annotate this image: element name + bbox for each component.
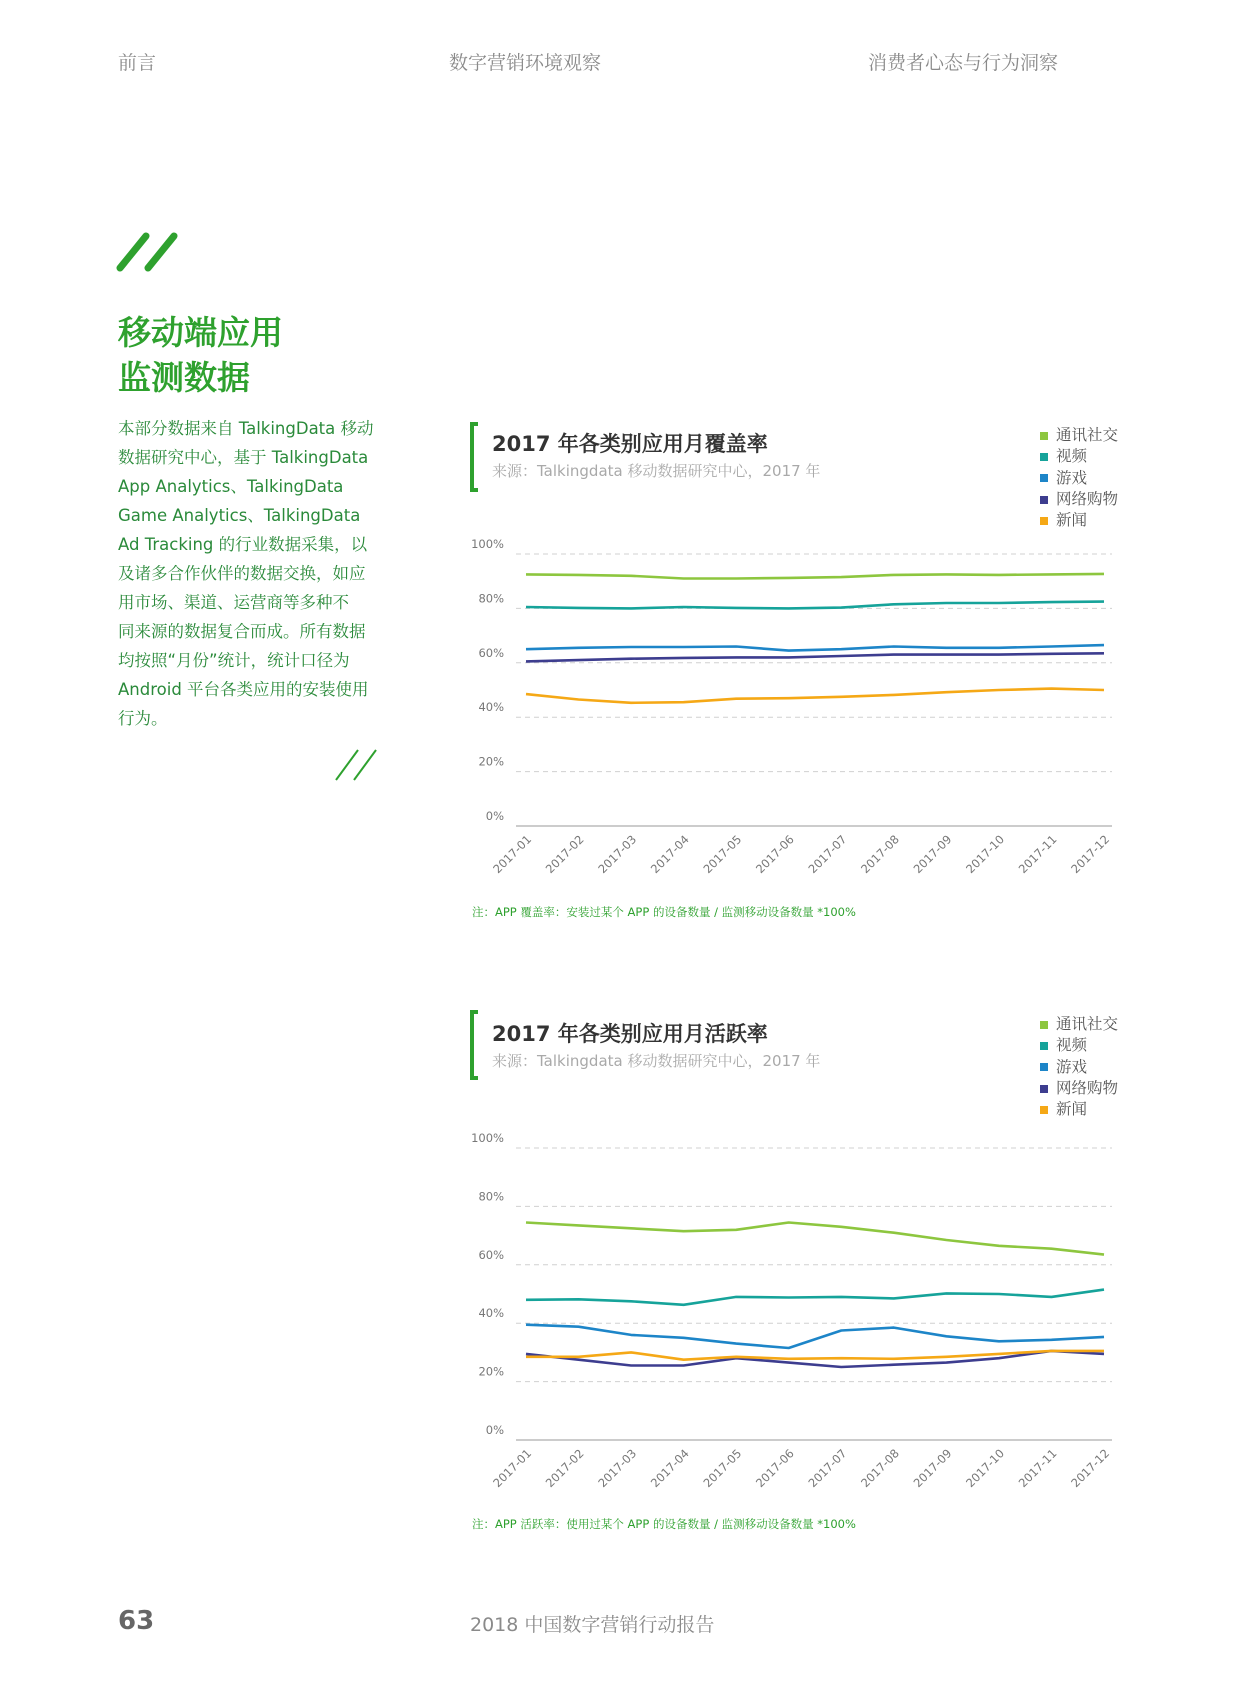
x-tick-label: 2017-01: [490, 832, 535, 877]
x-tick-label: 2017-08: [858, 832, 902, 877]
chart-legend: [1040, 1014, 1118, 1120]
legend-swatch: [1040, 1042, 1048, 1050]
legend-label: 游戏: [1056, 1057, 1088, 1076]
x-tick-label: 2017-06: [752, 832, 797, 877]
series-line: [526, 574, 1104, 579]
intro-paragraph: [118, 414, 388, 733]
intro-line: 同来源的数据复合而成。所有数据: [118, 622, 366, 641]
series-line: [526, 1290, 1104, 1305]
x-tick-label: 2017-05: [700, 1446, 745, 1491]
series-line: [526, 689, 1104, 703]
series-line: [526, 602, 1104, 609]
intro-line: Android 平台各类应用的安装使用: [118, 680, 369, 699]
x-tick-label: 2017-10: [963, 1446, 1008, 1491]
section-title-line: 监测数据: [118, 358, 250, 397]
x-tick-label: 2017-04: [647, 1446, 692, 1491]
chart-legend: [1040, 425, 1118, 531]
x-tick-label: 2017-07: [805, 1446, 850, 1491]
x-tick-label: 2017-11: [1015, 1446, 1060, 1491]
legend-swatch: [1040, 1021, 1048, 1029]
legend-swatch: [1040, 517, 1048, 525]
chart-title: 2017 年各类别应用月活跃率: [492, 1022, 768, 1046]
chart-source: 来源：Talkingdata 移动数据研究中心，2017 年: [492, 462, 821, 480]
intro-line: 均按照“月份”统计，统计口径为: [118, 651, 350, 670]
chart-title-bracket: [470, 1010, 478, 1080]
legend-item: [1040, 446, 1118, 467]
chart-title-bracket: [470, 422, 478, 492]
series-line: [526, 1325, 1104, 1348]
activity-line-chart: [460, 1124, 1120, 1504]
x-tick-label: 2017-06: [752, 1446, 797, 1491]
y-tick-label: 60%: [478, 1247, 504, 1262]
legend-swatch: [1040, 496, 1048, 504]
legend-label: 网络购物: [1056, 1078, 1119, 1097]
x-tick-label: 2017-09: [910, 832, 955, 877]
y-tick-label: 40%: [478, 1306, 504, 1321]
y-tick-label: 20%: [478, 1364, 504, 1379]
x-tick-label: 2017-05: [700, 832, 745, 877]
legend-swatch: [1040, 453, 1048, 461]
coverage-line-chart: [460, 530, 1120, 890]
intro-line: 及诸多合作伙伴的数据交换，如应: [118, 564, 366, 583]
x-tick-label: 2017-03: [595, 832, 640, 877]
series-line: [526, 645, 1104, 651]
x-tick-label: 2017-08: [858, 1446, 902, 1491]
legend-label: 通讯社交: [1056, 426, 1119, 444]
y-tick-label: 80%: [478, 1189, 504, 1204]
legend-item: [1040, 489, 1118, 510]
intro-line: 用市场、渠道、运营商等多种不: [118, 593, 349, 612]
nav-item-digital-marketing[interactable]: 数字营销环境观察: [449, 52, 602, 74]
chart-source: 来源：Talkingdata 移动数据研究中心，2017 年: [492, 1052, 821, 1070]
nav-item-preface[interactable]: 前言: [118, 52, 157, 74]
y-tick-label: 80%: [478, 591, 504, 606]
footer-report-title: 2018 中国数字营销行动报告: [470, 1614, 715, 1636]
x-tick-label: 2017-10: [963, 832, 1008, 877]
intro-line: Game Analytics、TalkingData: [118, 506, 361, 525]
x-tick-label: 2017-02: [542, 1446, 587, 1491]
y-tick-label: 100%: [471, 1131, 504, 1145]
legend-label: 新闻: [1056, 511, 1088, 530]
section-title: [118, 310, 283, 400]
x-tick-label: 2017-12: [1068, 1446, 1113, 1491]
legend-swatch: [1040, 1085, 1048, 1093]
small-double-slash-icon: [334, 748, 386, 782]
y-tick-label: 40%: [478, 700, 504, 715]
page-number: 63: [118, 1606, 155, 1636]
legend-item: [1040, 1057, 1118, 1078]
series-line: [526, 653, 1104, 661]
intro-line: Ad Tracking 的行业数据采集，以: [118, 535, 368, 554]
y-tick-label: 60%: [478, 645, 504, 660]
y-tick-label: 0%: [485, 809, 504, 823]
x-tick-label: 2017-01: [490, 1446, 535, 1491]
x-tick-label: 2017-11: [1015, 832, 1060, 877]
intro-line: 本部分数据来自 TalkingData 移动: [118, 419, 374, 438]
y-tick-label: 100%: [471, 537, 504, 551]
chart-title: 2017 年各类别应用月覆盖率: [492, 432, 768, 456]
x-tick-label: 2017-07: [805, 832, 850, 877]
double-slash-icon: [116, 232, 182, 272]
legend-swatch: [1040, 1106, 1048, 1114]
legend-item: [1040, 510, 1118, 531]
legend-label: 游戏: [1056, 468, 1088, 487]
intro-line: 数据研究中心，基于 TalkingData: [118, 448, 369, 467]
legend-label: 通讯社交: [1056, 1015, 1119, 1033]
legend-item: [1040, 1078, 1118, 1099]
legend-item: [1040, 1099, 1118, 1120]
intro-line: 行为。: [118, 709, 168, 728]
x-tick-label: 2017-02: [542, 832, 587, 877]
legend-item: [1040, 468, 1118, 489]
y-tick-label: 20%: [478, 754, 504, 769]
series-line: [526, 1223, 1104, 1255]
x-tick-label: 2017-03: [595, 1446, 640, 1491]
legend-item: [1040, 1014, 1118, 1035]
x-tick-label: 2017-12: [1068, 832, 1113, 877]
legend-label: 网络购物: [1056, 489, 1119, 508]
y-tick-label: 0%: [485, 1423, 504, 1437]
legend-swatch: [1040, 432, 1048, 440]
chart-note: 注：APP 活跃率：使用过某个 APP 的设备数量 / 监测移动设备数量 *100%: [472, 1517, 856, 1531]
legend-item: [1040, 1035, 1118, 1056]
intro-line: App Analytics、TalkingData: [118, 477, 344, 496]
x-tick-label: 2017-04: [647, 832, 692, 877]
chart-note: 注：APP 覆盖率：安装过某个 APP 的设备数量 / 监测移动设备数量 *100%: [472, 905, 856, 919]
legend-label: 新闻: [1056, 1100, 1088, 1119]
legend-label: 视频: [1056, 447, 1088, 466]
legend-swatch: [1040, 1063, 1048, 1071]
section-title-line: 移动端应用: [118, 313, 283, 352]
x-tick-label: 2017-09: [910, 1446, 955, 1491]
legend-item: [1040, 425, 1118, 446]
legend-label: 视频: [1056, 1036, 1088, 1055]
nav-item-consumer-insight[interactable]: 消费者心态与行为洞察: [868, 52, 1059, 74]
legend-swatch: [1040, 474, 1048, 482]
